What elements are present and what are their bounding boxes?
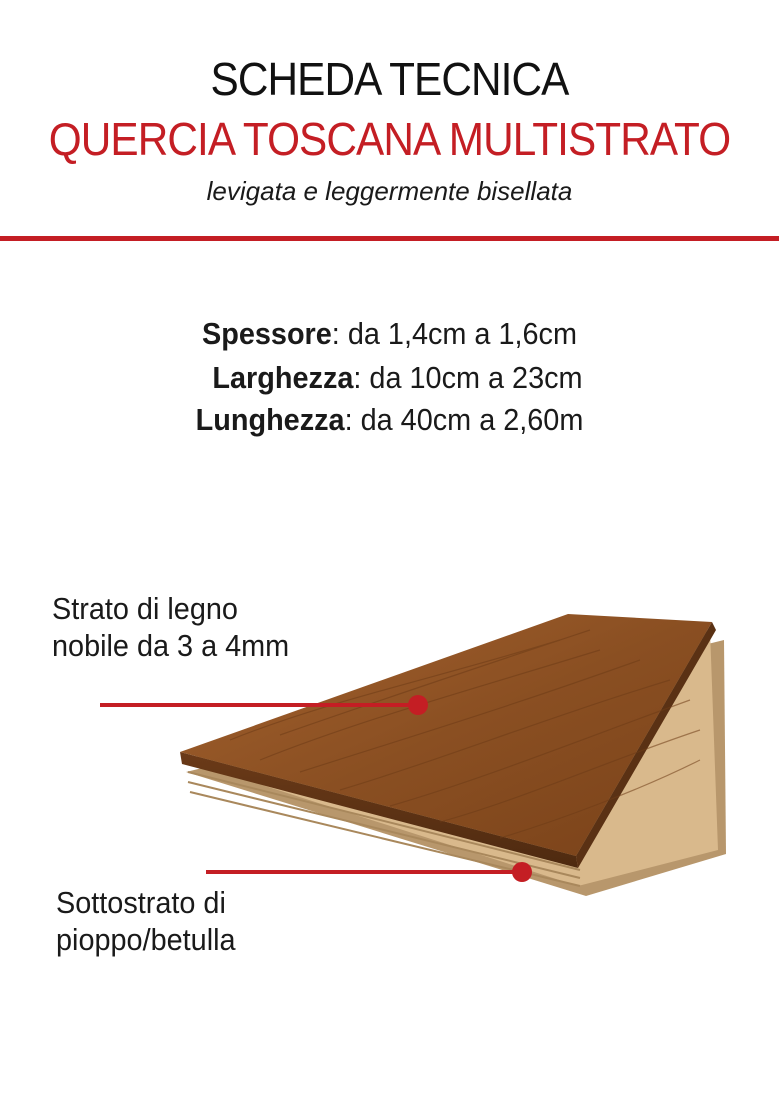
bottom-layer-label-line1: Sottostrato di xyxy=(56,885,226,920)
spec-length-value: : da 40cm a 2,60m xyxy=(344,402,584,437)
spec-width-value: : da 10cm a 23cm xyxy=(353,360,583,395)
page-title: SCHEDA TECNICA xyxy=(210,53,569,105)
spec-length-label: Lunghezza xyxy=(195,402,345,437)
product-subtitle: levigata e leggermente bisellata xyxy=(206,176,573,206)
bottom-layer-callout-dot xyxy=(512,862,532,882)
spec-thickness-label: Spessore xyxy=(202,316,332,351)
product-name: QUERCIA TOSCANA MULTISTRATO xyxy=(48,113,731,165)
bottom-layer-label xyxy=(56,884,236,958)
spec-thickness-value: : da 1,4cm a 1,6cm xyxy=(331,316,577,351)
top-layer-callout-dot xyxy=(408,695,428,715)
top-layer-label-line1: Strato di legno xyxy=(52,591,238,626)
top-layer-label xyxy=(52,590,289,664)
bottom-layer-label-line2: pioppo/betulla xyxy=(56,922,236,958)
top-layer-label-line2: nobile da 3 a 4mm xyxy=(52,628,290,664)
spec-width-label: Larghezza xyxy=(212,360,354,395)
